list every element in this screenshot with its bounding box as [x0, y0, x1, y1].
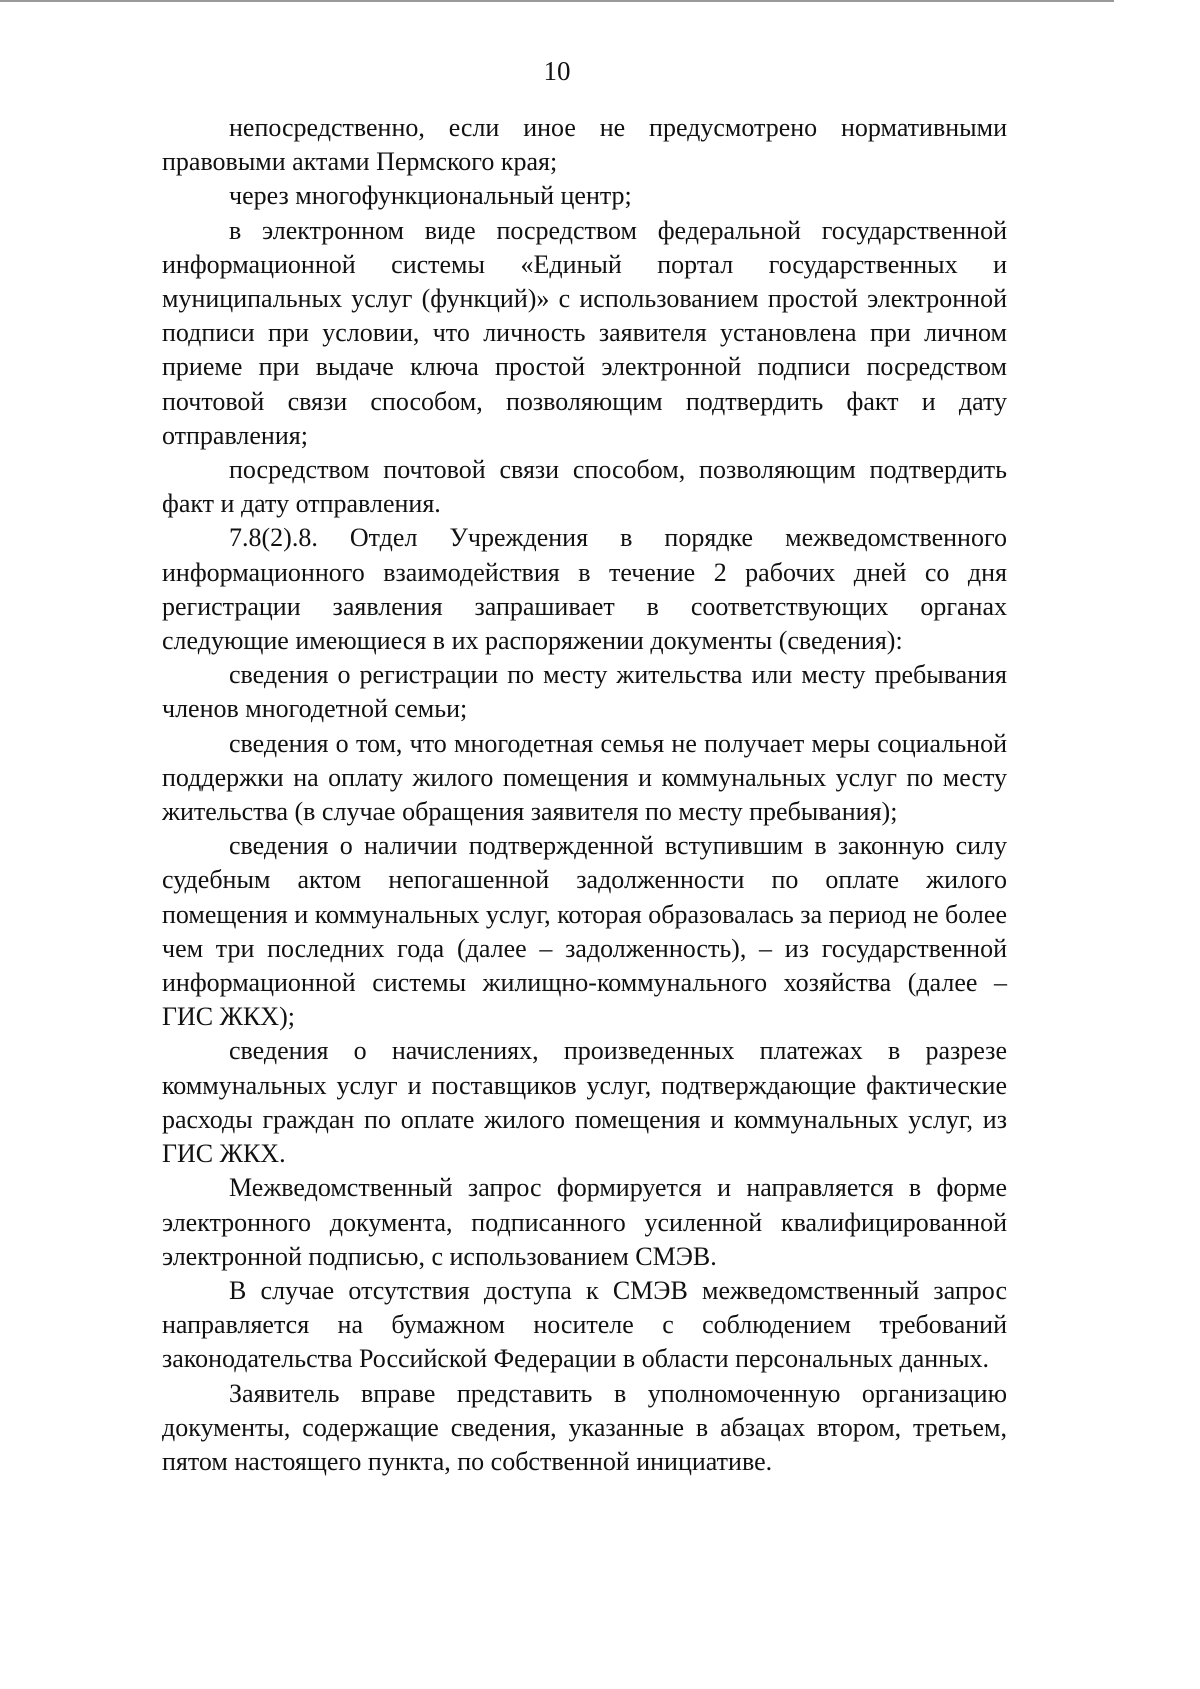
paragraph-registration-info: сведения о регистрации по месту жительства или месту пребывания членов многодетной семьи; — [162, 660, 1007, 724]
paragraph-debt-info: сведения о наличии подтвержденной вступившим в законную силу судебным актом непогашенной задолженности по оплате жилого помещения и коммунальных услуг, которая образовалась за период не более чем три последних года (далее – задолженность), – из государственной информационной системы жилищно-коммунального хозяйства (далее – ГИС ЖКХ); — [162, 831, 1007, 1032]
paragraph-interagency-request: Межведомственный запрос формируется и направляется в форме электронного документа, подписанного усиленной квалифицированной электронной подписью, с использованием СМЭВ. — [162, 1173, 1007, 1271]
paragraph-social-support-info: сведения о том, что многодетная семья не получает меры социальной поддержки на оплату жилого помещения и коммунальных услуг по месту жительства (в случае обращения заявителя по месту пребывания); — [162, 728, 1007, 827]
paragraph-submission-mfc: через многофункциональный центр; — [229, 181, 632, 211]
scan-top-edge — [0, 0, 1114, 2]
page-number: 10 — [543, 56, 571, 86]
document-body — [162, 111, 1007, 1479]
paragraph-submission-direct: непосредственно, если иное не предусмотрено нормативными правовыми актами Пермского края; — [162, 113, 1007, 177]
paragraph-charges-info: сведения о начислениях, произведенных платежах в разрезе коммунальных услуг и поставщиков услуг, подтверждающие фактические расходы граждан по оплате жилого помещения и коммунальных услуг, из ГИС ЖКХ. — [162, 1036, 1007, 1169]
paragraph-clause-7-8-2-8: 7.8(2).8. Отдел Учреждения в порядке межведомственного информационного взаимодействия в течение 2 рабочих дней со дня регистрации заявления запрашивает в соответствующих органах следующие имеющиеся в их распоряжении документы (сведения): — [162, 523, 1007, 656]
paragraph-applicant-right: Заявитель вправе представить в уполномоченную организацию документы, содержащие сведения, указанные в абзацах втором, третьем, пятом настоящего пункта, по собственной инициативе. — [162, 1378, 1007, 1476]
paragraph-no-smev-access: В случае отсутствия доступа к СМЭВ межведомственный запрос направляется на бумажном носителе с соблюдением требований законодательства Российской Федерации в области персональных данных. — [162, 1275, 1007, 1374]
paragraph-submission-electronic: в электронном виде посредством федеральной государственной информационной системы «Единый портал государственных и муниципальных услуг (функций)» с использованием простой электронной подписи при условии, что личность заявителя установлена при личном приеме при выдаче ключа простой электронной подписи посредством почтовой связи способом, позволяющим подтвердить факт и дату отправления; — [162, 215, 1007, 450]
paragraph-submission-post: посредством почтовой связи способом, позволяющим подтвердить факт и дату отправления. — [162, 455, 1007, 519]
